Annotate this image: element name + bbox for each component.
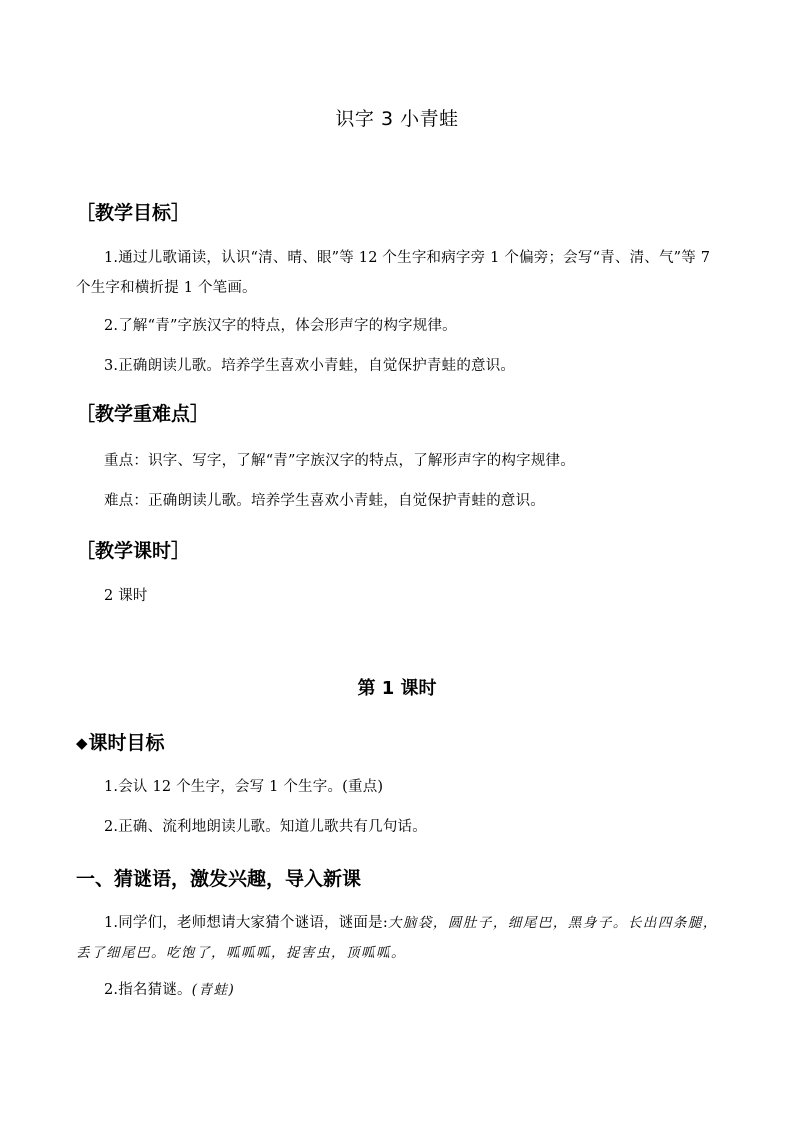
lesson-goal-item-2: 2.正确、流利地朗读儿歌。知道儿歌共有几句话。 (104, 819, 427, 835)
lesson-goal-item-1: 1.会认 12 个生字，会写 1 个生字。(重点) (104, 779, 384, 795)
part1-item-2 (76, 975, 722, 1005)
objectives-heading: ［教学目标］ (76, 202, 191, 224)
riddle-answer: (青蛙) (191, 982, 236, 998)
periods-heading: ［教学课时］ (76, 540, 191, 562)
part1-item-1 (76, 908, 722, 968)
key-point-item-1: 重点：识字、写字，了解“青”字族汉字的特点，了解形声字的构字规律。 (104, 453, 575, 469)
diamond-bullet-icon: ◆ (76, 734, 88, 752)
document-title: 识字 3 小青蛙 (335, 108, 459, 130)
lesson-goals-heading-text: 课时目标 (88, 732, 165, 754)
part1-item-2-text: 2.指名猜谜。 (104, 982, 192, 998)
objective-item-1: 1.通过儿歌诵读，认识“清、晴、眼”等 12 个生字和病字旁 1 个偏旁；会写“青、清、气”等 7 个生字和横折提 1 个笔画。 (76, 250, 711, 296)
key-point-item-2: 难点：正确朗读儿歌。培养学生喜欢小青蛙，自觉保护青蛙的意识。 (104, 493, 545, 509)
objective-item-3: 3.正确朗读儿歌。培养学生喜欢小青蛙，自觉保护青蛙的意识。 (104, 358, 516, 374)
objective-item-2: 2.了解“青”字族汉字的特点，体会形声字的构字规律。 (104, 318, 457, 334)
key-points-heading: ［教学重难点］ (76, 403, 210, 425)
periods-item: 2 课时 (104, 588, 148, 604)
lesson-goals-heading (76, 728, 165, 755)
part1-item-1-text: 1.同学们，老师想请大家猜个谜语，谜面是: (104, 915, 388, 931)
part1-heading: 一、猜谜语，激发兴趣，导入新课 (76, 868, 362, 890)
riddle-text: 大脑袋，圆肚子，细尾巴，黑身子。长出四条腿，丢了细尾巴。吃饱了，呱呱呱，捉害虫，顶呱呱。 (76, 915, 718, 961)
lesson-title: 第 1 课时 (357, 678, 437, 699)
